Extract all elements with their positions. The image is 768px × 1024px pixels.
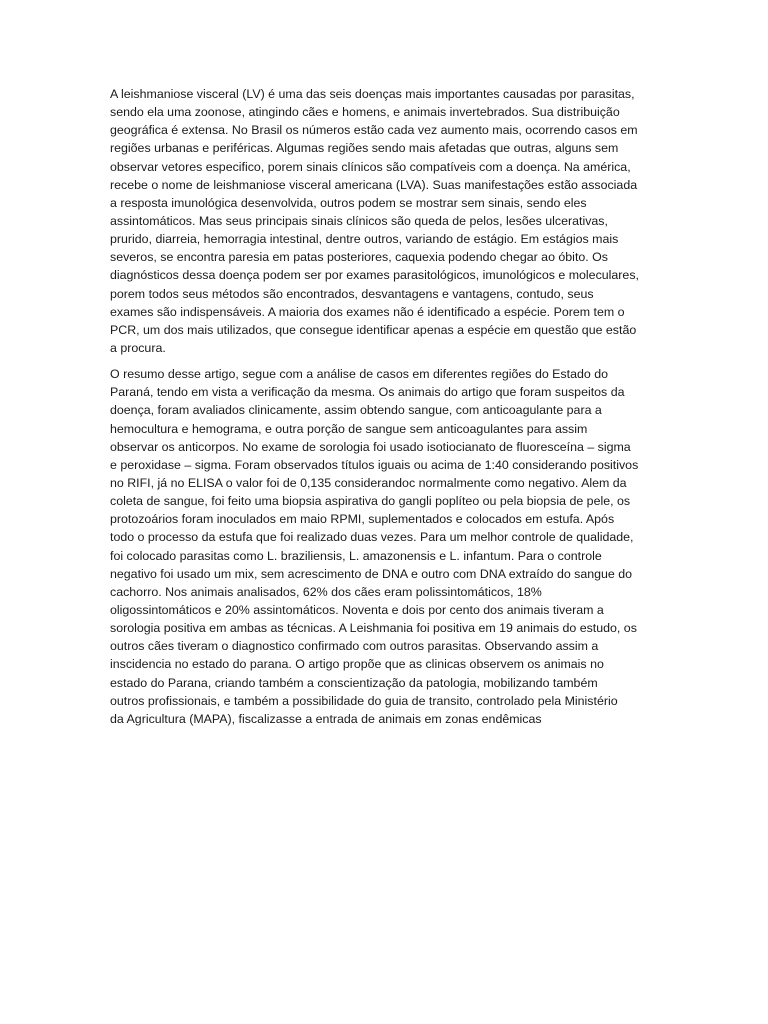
- paragraph-line: sorologia positiva em ambas as técnicas. A Leishmania foi positiva em 19 animais do estudo, os: [110, 621, 637, 636]
- paragraph-line: cachorro. Nos animais analisados, 62% dos cães eram polissintomáticos, 18%: [110, 584, 542, 599]
- paragraph-line: assintomáticos. Mas seus principais sinais clínicos são queda de pelos, lesões ulcerativas,: [110, 213, 608, 228]
- paragraph-line: exames são indispensáveis. A maioria dos exames não é identificado a espécie. Porem tem o: [110, 304, 625, 319]
- paragraph-line: e peroxidase – sigma. Foram observados títulos iguais ou acima de 1:40 considerando positivos: [110, 457, 639, 472]
- paragraph-line: geográfica é extensa. No Brasil os números estão cada vez aumento mais, ocorrendo casos em: [110, 123, 638, 138]
- paragraph-line: PCR, um dos mais utilizados, que consegue identificar apenas a espécie em questão que estão: [110, 322, 637, 337]
- paragraph-line: severos, se encontra paresia em patas posteriores, caquexia podendo chegar ao óbito. Os: [110, 250, 608, 265]
- paragraph-line: a procura.: [110, 340, 166, 355]
- paragraph-line: observar vetores especifico, porem sinais clínicos são compatíveis com a doença. Na américa,: [110, 159, 631, 174]
- paragraph-line: negativo foi usado um mix, sem acrescimento de DNA e outro com DNA extraído do sangue do: [110, 566, 633, 581]
- paragraph-line: porem todos seus métodos são encontrados, desvantagens e vantagens, contudo, seus: [110, 286, 594, 301]
- paragraph-line: observar os anticorpos. No exame de sorologia foi usado isotiocianato de fluoresceína – sigma: [110, 439, 631, 454]
- paragraph-line: protozoários foram inoculados em maio RPMI, suplementados e colocados em estufa. Após: [110, 512, 615, 527]
- paragraph-line: regiões urbanas e periféricas. Algumas regiões sendo mais afetadas que outras, alguns sem: [110, 141, 619, 156]
- paragraph-line: prurido, diarreia, hemorragia intestinal, dentre outros, variando de estágio. Em estágios mais: [110, 232, 619, 247]
- paragraph-line: diagnósticos dessa doença podem ser por exames parasitológicos, imunológicos e moleculares,: [110, 268, 639, 283]
- paragraph-line: O resumo desse artigo, segue com a análise de casos em diferentes regiões do Estado do: [110, 367, 608, 382]
- paragraph-line: recebe o nome de leishmaniose visceral americana (LVA). Suas manifestações estão associada: [110, 177, 638, 192]
- paragraph-line: a resposta imunológica desenvolvida, outros podem se mostrar sem sinais, sendo eles: [110, 195, 587, 210]
- paragraph-line: A leishmaniose visceral (LV) é uma das seis doenças mais importantes causadas por parasitas,: [110, 87, 635, 101]
- paragraph-line: inscidencia no estado do parana. O artigo propõe que as clinicas observem os animais no: [110, 657, 604, 672]
- paragraph-line: estado do Parana, criando também a conscientização da patologia, mobilizando também: [110, 675, 598, 690]
- paragraph-line: outros profissionais, e também a possibilidade do guia de transito, controlado pela Ministério: [110, 693, 618, 708]
- paragraph-leishmaniose-intro: [110, 85, 658, 357]
- paragraph-line: outros cães tiveram o diagnostico confirmado com outros parasitas. Observando assim a: [110, 639, 599, 654]
- paragraph-line: hemocultura e hemograma, e outra porção de sangue sem anticoagulantes para assim: [110, 421, 588, 436]
- paragraph-line: coleta de sangue, foi feito uma biopsia aspirativa do gangli poplíteo ou pela biopsia de pele, os: [110, 494, 631, 509]
- paragraph-line: sendo ela uma zoonose, atingindo cães e homens, e animais invertebrados. Sua distribuição: [110, 105, 620, 120]
- paragraph-line: foi colocado parasitas como L. braziliensis, L. amazonensis e L. infantum. Para o controle: [110, 548, 602, 563]
- paragraph-line: no RIFI, já no ELISA o valor foi de 0,135 considerandoc normalmente como negativo. Alem da: [110, 475, 627, 490]
- paragraph-article-summary: [110, 365, 658, 728]
- paragraph-line: oligossintomáticos e 20% assintomáticos. Noventa e dois por cento dos animais tiveram a: [110, 602, 604, 617]
- paragraph-line: doença, foram avaliados clinicamente, assim obtendo sangue, com anticoagulante para a: [110, 403, 602, 418]
- document-body: [110, 85, 658, 736]
- paragraph-line: da Agricultura (MAPA), fiscalizasse a entrada de animais em zonas endêmicas: [110, 711, 542, 726]
- paragraph-line: todo o processo da estufa que foi realizado duas vezes. Para um melhor controle de qualidade,: [110, 530, 634, 545]
- paragraph-line: Paraná, tendo em vista a verificação da mesma. Os animais do artigo que foram suspeitos da: [110, 385, 625, 400]
